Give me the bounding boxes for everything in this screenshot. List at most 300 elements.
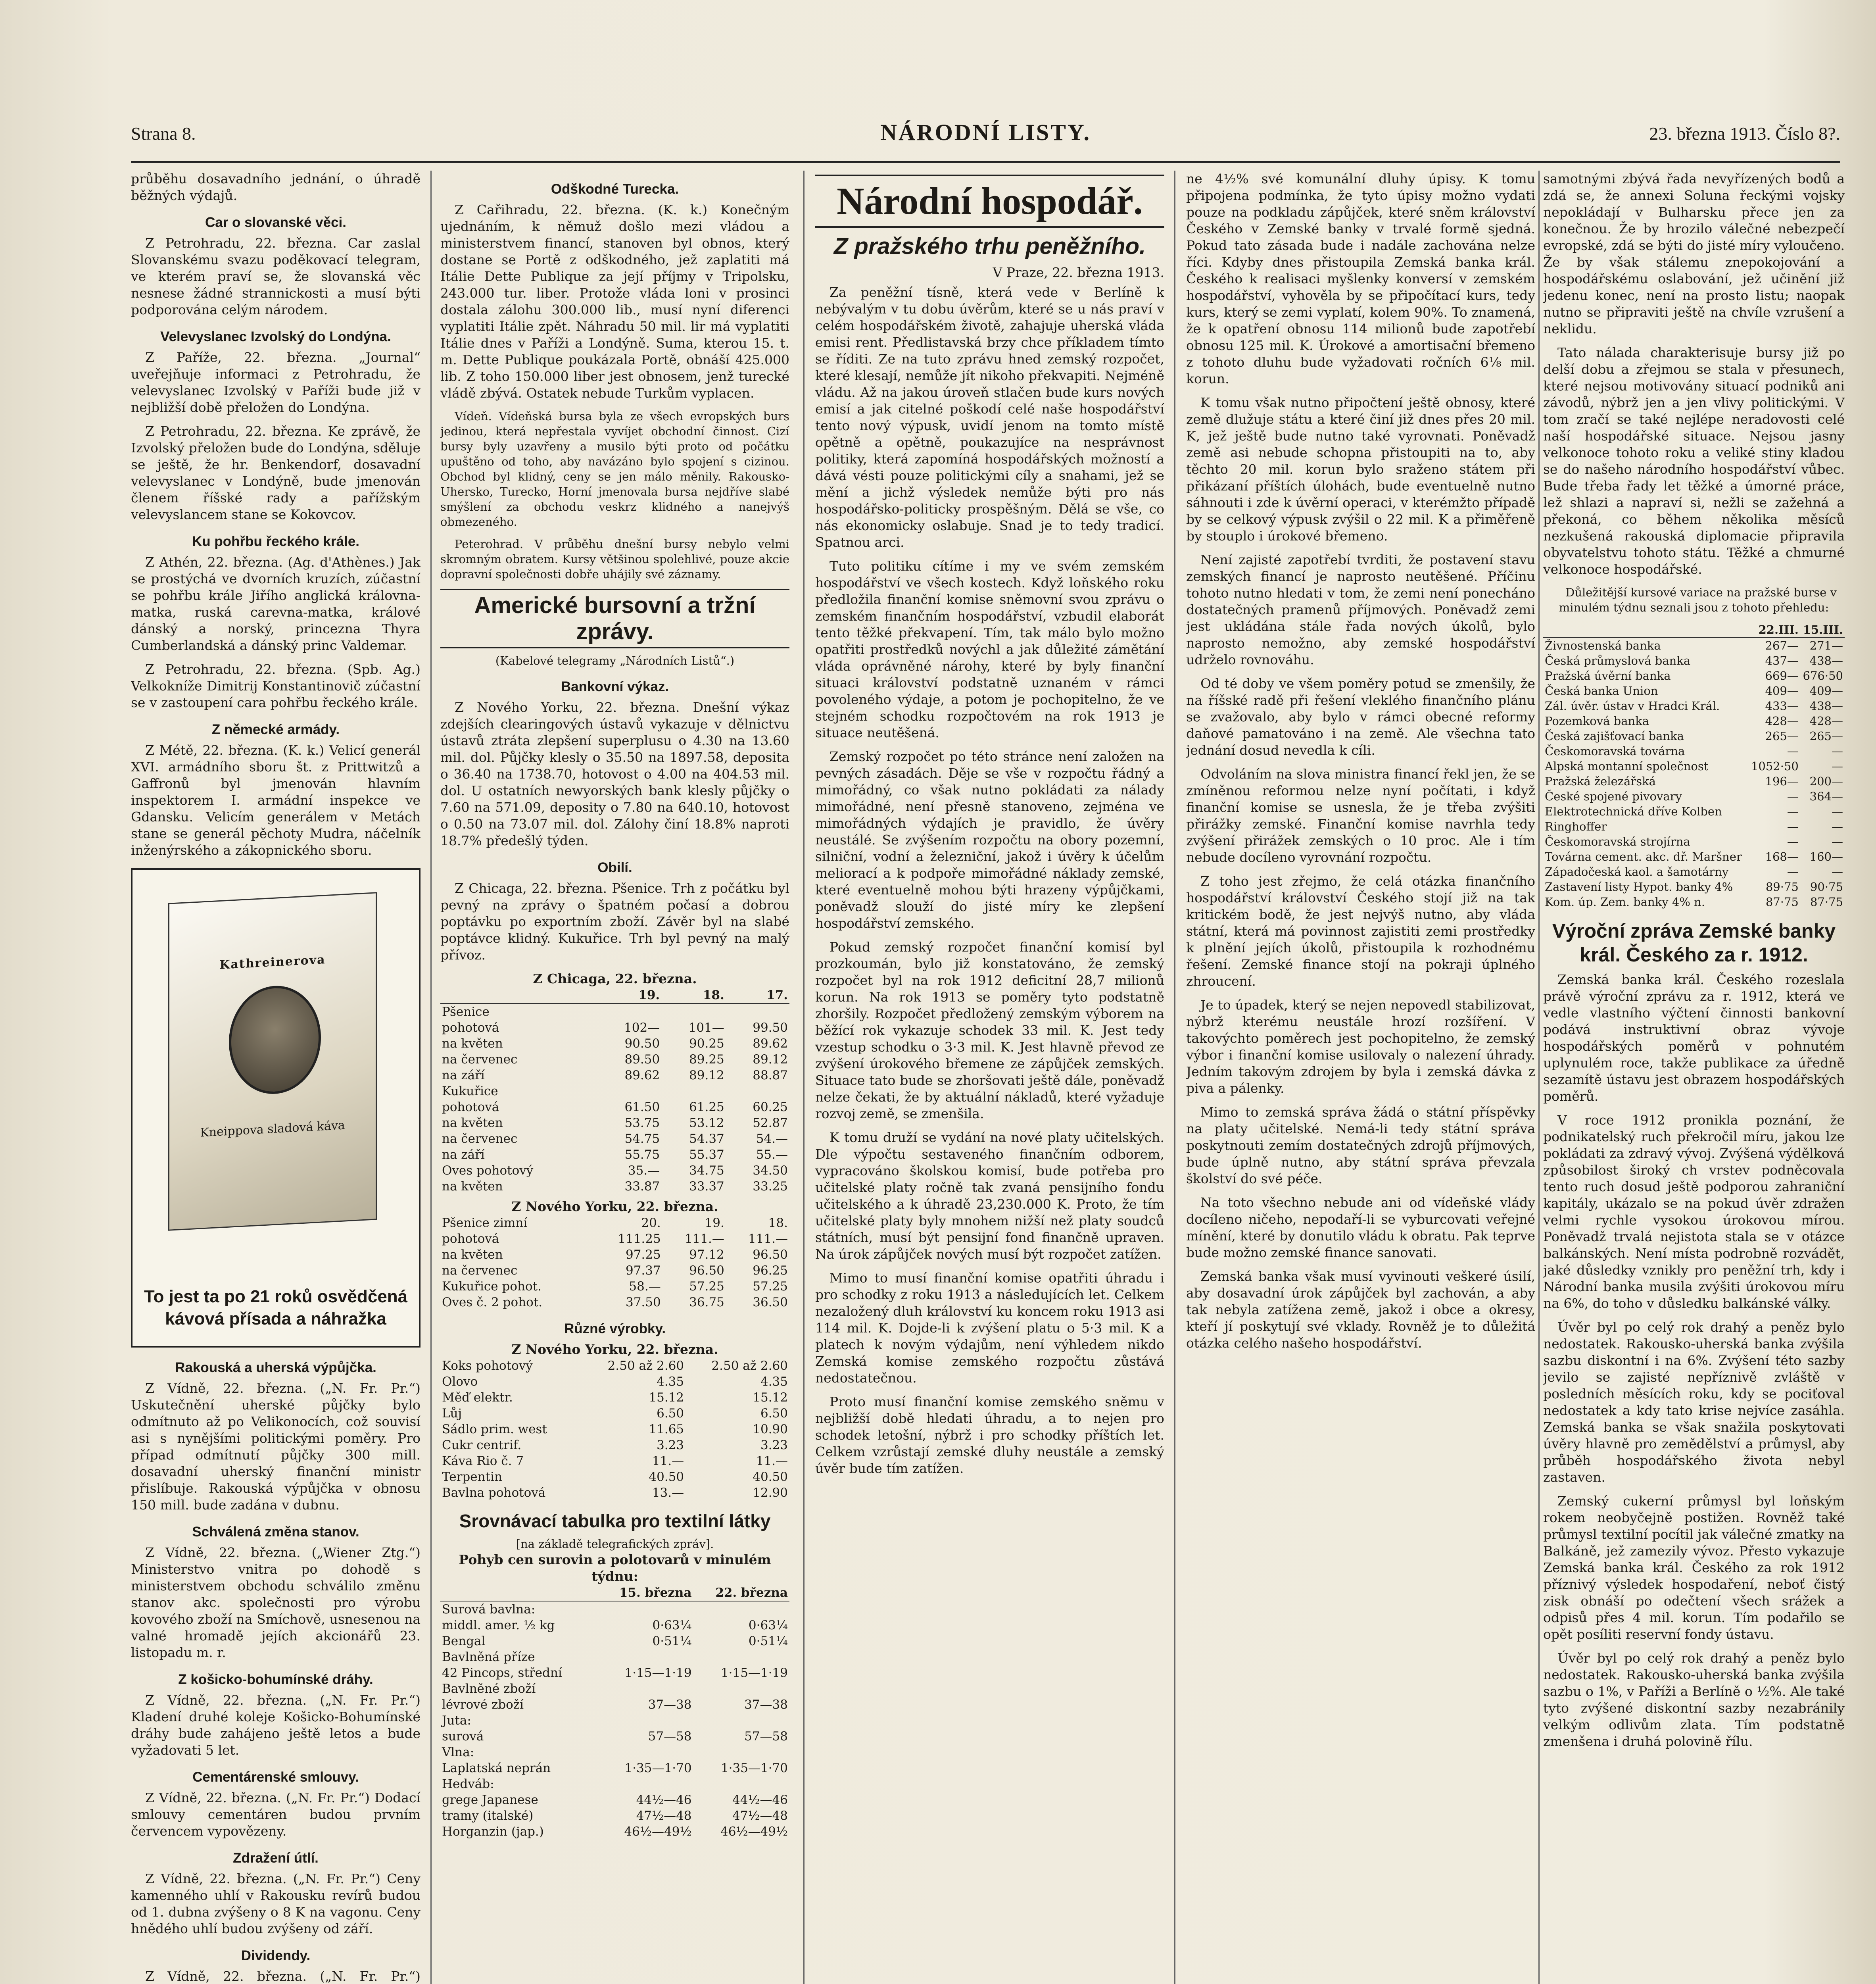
table-cell: pohotová bbox=[442, 1100, 499, 1114]
table-row bbox=[440, 1374, 789, 1390]
table-row bbox=[1543, 819, 1845, 834]
table-header-cell: 15.III. bbox=[1800, 622, 1845, 638]
table-row bbox=[440, 1163, 789, 1178]
table-row bbox=[440, 1697, 789, 1713]
article-heading: Velevyslanec Izvolský do Londýna. bbox=[160, 329, 391, 344]
table-cell: Kukuřice pohot. bbox=[442, 1279, 541, 1294]
table-row bbox=[440, 1681, 789, 1697]
article-heading: Obilí. bbox=[597, 860, 632, 875]
table-row bbox=[440, 1178, 789, 1194]
table-cell: 196— bbox=[1765, 775, 1799, 788]
table-cell: 55.— bbox=[756, 1148, 788, 1162]
table-cell: pohotová bbox=[442, 1021, 499, 1035]
table-cell: 437— bbox=[1765, 654, 1799, 667]
table-cell: Juta: bbox=[442, 1713, 471, 1728]
column-4 bbox=[1186, 171, 1535, 1984]
table-cell bbox=[726, 1004, 789, 1020]
table-cell: — bbox=[1787, 805, 1799, 818]
table-cell: 89.62 bbox=[624, 1068, 660, 1082]
dateline: V Praze, 22. března 1913. bbox=[993, 265, 1164, 280]
article-heading: Bankovní výkaz. bbox=[561, 679, 669, 694]
table-cell bbox=[597, 1713, 693, 1728]
table-row bbox=[1543, 683, 1845, 698]
paragraph: Mimo to zemská správa žádá o státní příspěvky na platy učitelské. Nemá-li tedy státní správa poskytnouti zemím dostatečných zdrojů příjmových, bude úplně nutno, aby státní správa převzala školství do své péče. bbox=[1186, 1104, 1535, 1186]
table-cell: 54.— bbox=[756, 1132, 788, 1146]
table-row bbox=[1543, 834, 1845, 849]
paragraph: Z Chicaga, 22. března. Pšenice. Trh z počátku byl pevný na zprávy o špatném počasí a dobrou poptávku po exportním zboží. Závěr byl na slabé poptávce klidný. Kukuřice. Trh byl pevný na malý přívoz. bbox=[440, 880, 789, 963]
table-cell: — bbox=[1787, 820, 1799, 833]
article-heading: Odškodné Turecka. bbox=[551, 181, 679, 197]
header-rule bbox=[131, 161, 1840, 163]
table-cell: 1·15—1·19 bbox=[624, 1666, 692, 1680]
table-row bbox=[440, 1649, 789, 1665]
table-cell: Pšenice bbox=[442, 1005, 490, 1019]
table-header-cell: 19. bbox=[597, 987, 662, 1004]
table-cell: 89.12 bbox=[753, 1052, 788, 1067]
table-cell: tramy (italské) bbox=[442, 1809, 534, 1823]
table-cell bbox=[693, 1681, 789, 1697]
table-cell: Olovo bbox=[442, 1375, 478, 1389]
paragraph: Z Vídně, 22. března. („N. Fr. Pr.“) bbox=[145, 1969, 421, 1984]
table-row bbox=[440, 1263, 789, 1278]
table-cell: Bavlna pohotová bbox=[442, 1486, 546, 1500]
table-cell: 36.50 bbox=[753, 1295, 788, 1309]
section-heading: Srovnávací tabulka pro textilní látky bbox=[459, 1511, 771, 1531]
table-cell: 33.25 bbox=[753, 1179, 788, 1194]
table-row bbox=[1543, 879, 1845, 894]
paragraph: Z Vídně, 22. března. („N. Fr. Pr.“) Ceny kamenného uhlí v Rakousku revírů budou od 1. dubna zvýšeny o 8 K na vagonu. Ceny hnědého uhlí budou zvýšeny od září. bbox=[131, 1871, 421, 1936]
table-cell: 47½—48 bbox=[732, 1809, 788, 1823]
table-cell: 96.50 bbox=[689, 1263, 724, 1278]
paragraph: Tuto politiku cítíme i my ve svém zemském hospodářství ve všech kostech. Když loňského roku předložila finanční komise sněmovní svou zprávu o zemském finančním hospodářství, vzbudil elaborát tento těžké překvapení. Tím, tak málo bylo možno opatřiti prostředků novýchl a jak důležité zámětání vláda oprávněné nárohy, které by byly finanční situaci království podstatně uznaném v rámci povoleného výdaje, a potom je pochopitelno, že ve stejném schodku rozpočtovém na rok 1913 je situace neutěšená. bbox=[815, 558, 1164, 740]
paragraph: Odvoláním na slova ministra financí řekl jen, že se zmíněnou reformou nelze nyní počítati, i když finanční komise se usnesla, že je třeba zvýšiti přirážky zemské. Finanční komise navrhla tedy zvýšení přirážek zemských o 10 proc. Ale i tím nebude docíleno vyrovnání rozpočtu. bbox=[1186, 766, 1535, 865]
table-cell: 271— bbox=[1809, 639, 1843, 652]
paragraph: Z toho jest zřejmo, že celá otázka finančního hospodářství království Českého stojí již na tak kritickém bodě, že jest nejvýš nutno, aby vláda státní, která má povinnost zajistiti zemi prostředky k plnění jejích úkolů, přistoupila k rozhodnému řešení. Zemské finance stojí na pokraji úplného zhroucení. bbox=[1186, 873, 1535, 989]
paragraph: Není zajisté zapotřebí tvrditi, že postavení stavu zemských financí je naprosto neutěšené. Příčinu tohoto nutno hledati v tom, že zemi není ponecháno dostatečných pramenů příjmových. Poněvadž zemi jest ukládána stále řada nových úkolů, bylo naprosto nemožno, aby zemské hospodářství udrželo rovnováhu. bbox=[1186, 552, 1535, 667]
paragraph: Za peněžní tísně, která vede v Berlíně k nebývalým v tu dobu úvěrům, které se u nás praví v celém hospodářském životě, zahajuje uherská vláda emisi rent. Předlistavská brzy chce příkladem tímto se říditi. Ze na tuto zprávu hned zemský rozpočet, které klesají, nemůže jít nikoho překvapiti. Nejméně vládu. Až na jakou úroveň stlačen bude kurs nových emisí a jak citelné poškodí celé naše hospodářství tento nový výpusk, uvidí jenom na tomto místě opětně a opětně, poukazujíce na nesprávnost politiky, která zapomíná hospodářských možností a dává vésti pouze politickými cíly a snahami, jež se mění a jichž výsledek nemůže býti pro nás hospodářsko-politicky prospěšným. Dělá se vše, co nás ekonomicky oslabuje. Snad je to tedy tradicí. Spatnou arci. bbox=[815, 285, 1164, 550]
table-cell: 111.— bbox=[748, 1232, 788, 1246]
table-row bbox=[440, 1713, 789, 1728]
table-row bbox=[1543, 849, 1845, 864]
paragraph: K tomu však nutno připočtení ještě obnosy, které země dlužuje státu a které činí již dnes přes 20 mil. K, jež ještě bude nutno také vyrovnati. Poněvadž země asi nebude schopna přistoupiti na to, aby těchto 20 mil. korun bylo sraženo státem při přikázaní příštích úlohách, bude eventuelně nutno sáhnouti i zde k úvěrní operaci, v kterémžto případě by se celkový výpusk zvýšil o 22 mil. K a přiměřeně by stouplo i úrokové břemeno. bbox=[1186, 395, 1535, 544]
table-row bbox=[1543, 744, 1845, 759]
table-cell: Oves č. 2 pohot. bbox=[442, 1295, 543, 1309]
paragraph: Od té doby ve všem poměry potud se zmenšily, že na říšské radě při řešení vleklého finančního plánu se zvažovalo, aby bylo v rámci obecné reformy daňové pamatováno i na země. Ale všechna tato jednání dosud nevedla k cíli. bbox=[1186, 676, 1535, 758]
table-cell: 97.25 bbox=[625, 1248, 661, 1262]
table-row bbox=[1543, 729, 1845, 744]
column-divider bbox=[1538, 171, 1540, 1984]
table-cell: grege Japanese bbox=[442, 1793, 538, 1807]
table-cell: — bbox=[1832, 865, 1843, 879]
table-cell: 676·50 bbox=[1803, 669, 1843, 682]
table-cell: 37—38 bbox=[744, 1698, 788, 1712]
table-cell: 44½—46 bbox=[636, 1793, 692, 1807]
table-cell bbox=[693, 1776, 789, 1792]
table-cell: 18. bbox=[768, 1216, 788, 1230]
table-cell: 61.50 bbox=[624, 1100, 660, 1114]
table-cell: Kom. úp. Zem. banky 4% n. bbox=[1545, 895, 1705, 909]
table-cell: 6.50 bbox=[657, 1406, 684, 1421]
table-cell bbox=[693, 1713, 789, 1728]
table-row bbox=[440, 1824, 789, 1840]
table-header-cell bbox=[440, 987, 597, 1004]
table-row bbox=[1543, 668, 1845, 683]
table-cell: Laplatská neprán bbox=[442, 1761, 551, 1775]
article-heading: Car o slovanské věci. bbox=[205, 215, 347, 230]
table-cell bbox=[597, 1601, 693, 1617]
table-cell: Bavlněné zboží bbox=[442, 1682, 536, 1696]
table-cell bbox=[693, 1744, 789, 1760]
table-cell: Koks pohotový bbox=[442, 1359, 533, 1373]
article-heading: Z německé armády. bbox=[211, 722, 340, 737]
table-row bbox=[440, 1633, 789, 1649]
table-cell bbox=[597, 1744, 693, 1760]
table-cell: Elektrotechnická dříve Kolben bbox=[1545, 805, 1722, 818]
table-cell: 57.25 bbox=[753, 1279, 788, 1294]
table-cell: 3.23 bbox=[657, 1438, 684, 1452]
table-cell bbox=[661, 1083, 726, 1099]
table-cell: 89.50 bbox=[624, 1052, 660, 1067]
table-cell: 3.23 bbox=[760, 1438, 788, 1452]
paragraph: průběhu dosavadního jednání, o úhradě běžných výdajů. bbox=[131, 171, 421, 203]
table-row bbox=[440, 1247, 789, 1263]
table-cell: na září bbox=[442, 1148, 485, 1162]
chicago-grain-table bbox=[440, 987, 789, 1194]
table-cell: 33.87 bbox=[624, 1179, 660, 1194]
paragraph: samotnými zbývá řada nevyřízených bodů a zdá se, že annexi Soluna řeckými vojsky nepokládají v Bulharsku přece jen za konečnou. Že by hrozilo válečné nebezpečí evropské, zdá se býti do jisté míry vyloučeno. Že by však stálemu znepokojování a hospodářskému oslabování, jež učinění již jedenu konec, není na prosto listu; naopak nutno se připraviti ještě na chvíle vzrušení a neklidu. bbox=[1543, 171, 1845, 336]
table-cell: 89.25 bbox=[689, 1052, 724, 1067]
paragraph: Zemská banka král. Českého rozeslala právě výroční zprávu za r. 1912, která ve vedle vlastního výčtení činnosti bankovní podává instruktivní obraz vývoje hospodářských poměrů v pohnutém uplynulém roce, takže publikace za úředně sezamítě ústavu jest obrazem hospodářských poměrů. bbox=[1543, 972, 1845, 1104]
table-cell bbox=[597, 1649, 693, 1665]
table-row bbox=[440, 1617, 789, 1633]
table-cell: 61.25 bbox=[689, 1100, 724, 1114]
table-cell: 11.— bbox=[756, 1454, 788, 1468]
table-cell: — bbox=[1832, 805, 1843, 818]
table-cell: Káva Rio č. 7 bbox=[442, 1454, 524, 1468]
table-row bbox=[440, 1294, 789, 1310]
table-cell: 102— bbox=[624, 1021, 660, 1035]
article-heading: Různé výrobky. bbox=[564, 1321, 666, 1336]
table-cell: Sádlo prim. west bbox=[442, 1422, 547, 1436]
table-cell: Továrna cement. akc. dř. Maršner bbox=[1545, 850, 1742, 863]
table-row bbox=[440, 1437, 789, 1453]
table-cell: 87·75 bbox=[1810, 895, 1843, 909]
package-label: Kneippova sladová káva bbox=[200, 1118, 345, 1140]
table-cell: 35.— bbox=[628, 1163, 660, 1178]
table-header-cell: 15. března bbox=[597, 1585, 693, 1601]
table-row bbox=[440, 1405, 789, 1421]
coffee-package-illustration bbox=[168, 892, 377, 1231]
paragraph: Zemský cukerní průmysl byl loňským rokem neobyčejně postižen. Rovněž také průmysl textilní pocítil jak válečné zmatky na Balkáně, jež zamezily vývoz. Přesto vykazuje Zemská banka král. Českého za rok 1912 příznivý výsledek hospodaření, neboť čistý zisk obnáší po odečtení všech srážek a odpisů přes 4 mil. korun. Tím podařilo se opět posíliti reservní fondy ústavu. bbox=[1543, 1493, 1845, 1642]
table-cell: Živnostenská banka bbox=[1545, 639, 1661, 652]
table-row bbox=[1543, 804, 1845, 819]
table-cell: 37.50 bbox=[625, 1295, 661, 1309]
table-row bbox=[440, 1231, 789, 1247]
table-cell: 4.35 bbox=[657, 1375, 684, 1389]
paragraph: Pokud zemský rozpočet finanční komisí byl prozkoumán, bylo již konstatováno, že zemský rozpočet byl na rok 1912 deficitní 28,7 milionů korun. Na rok 1913 se poměry tyto podstatně zhoršily. Rozpočet předložený zemským výborem na běžící rok vykazuje schodek 33 mil. K. Jest tedy vzestup schodku o 3·3 mil. K. Jest hlavně převod ze zvýšení úrokového břemene ze zápůjček zemských. Situace tato bude se zhoršovati ještě dále, poněvadž nelze čekati, že by aktuální nákladů, které vyžaduje rozvoj země, se zmenšila. bbox=[815, 939, 1164, 1121]
table-cell: 15.12 bbox=[649, 1390, 684, 1405]
table-cell: 409— bbox=[1809, 684, 1843, 698]
paragraph: Je to úpadek, který se nejen nepovedl stabilizovat, nýbrž kterému neustále hrozí rozšíření. V takovýchto poměrech jest pochopitelno, že zemský výbor i finanční komise usilovaly o nalezení úhrady. Jedním takovým zdrojem by byla i zemská dávka z piva a pálenky. bbox=[1186, 997, 1535, 1096]
table-cell: — bbox=[1787, 744, 1799, 758]
table-cell: 97.37 bbox=[625, 1263, 661, 1278]
column-3 bbox=[815, 171, 1164, 1984]
table-row bbox=[1543, 698, 1845, 713]
column-divider bbox=[803, 171, 805, 1984]
table-cell: 36.75 bbox=[689, 1295, 724, 1309]
table-header-cell bbox=[440, 1585, 597, 1601]
table-cell: 57—58 bbox=[744, 1729, 788, 1744]
paragraph: Z Cařihradu, 22. března. (K. k.) Konečným ujednáním, k němuž došlo mezi vládou a ministerstvem financí, stanoven byl obnos, který dostane se Portě z odškodného, jež zaplatiti má Itálie Dette Publique za její příjmy v Tripolsku, 243.000 tur. liber. Protože vláda loni v prosinci dostala zálohu 300.000 lib., musí nyní diferenci vyplatiti Itálie zpět. Náhradu 50 mil. lir má vyplatiti Itálie dnes v Paříži a Londýně. Suma, kterou 15. t. m. Dette Publique poukázala Portě, obnáší 425.000 lib. Z toho 150.000 liber jest obnosem, jenž turecké vládě zbývá. Ostatek nebude Turkům vyplacen. bbox=[440, 202, 789, 401]
paragraph: Z Nového Yorku, 22. března. Dnešní výkaz zdejších clearingových ústavů vykazuje v dělnictvu ústavů ztráta zlepšení superplusu o 4.30 na 13.60 mil. dol. Půjčky klesly o 35.50 na 1897.58, deposita o 36.40 na 1738.70, hotovost o 4.00 na 404.53 mil. dol. U ostatních newyorských bank klesly půjčky o 7.60 na 571.09, deposity o 7.80 na 640.10, hotovost o 0.50 na 73.07 mil. dol. Zálohy činí 18.8% naproti 18.7% předešlý týden. bbox=[440, 700, 789, 848]
table-row bbox=[440, 1215, 789, 1231]
paragraph: Vídeň. Vídeňská bursa byla ze všech evropských burs jedinou, která nepřestala vyvíjet obchodní činnost. Cizí bursy byly uzavřeny a musilo býti proto od počátku upuštěno od toho, aby navázáno bylo spojení s cizinou. Obchod byl klidný, ceny se jen málo měnily. Rakousko-Uhersko, Turecko, Horní jmenovala bursa nejdříve slabé smýšlení za obchodu veskrz klidného a nanejvýš obmezeného. bbox=[440, 409, 789, 529]
table-cell bbox=[597, 1083, 662, 1099]
package-brand: Kathreinerova bbox=[219, 953, 326, 972]
paragraph: Na toto všechno nebude ani od vídeňské vlády docíleno ničeho, nepodaří-li se vyburcovati veřejné mínění, které by donutilo vládu k obratu. Pak teprve bude možno zemské finance sanovati. bbox=[1186, 1195, 1535, 1260]
table-cell: Ringhoffer bbox=[1545, 820, 1607, 833]
table-cell: surová bbox=[442, 1729, 484, 1744]
table-cell: 267— bbox=[1765, 639, 1799, 652]
newyork-grain-table bbox=[440, 1215, 789, 1310]
table-cell: 89·75 bbox=[1765, 880, 1799, 894]
coffee-advertisement bbox=[131, 868, 421, 1348]
article-title: Z pražského trhu peněžního. bbox=[833, 233, 1146, 259]
table-cell: 96.50 bbox=[753, 1248, 788, 1262]
table-cell: 11.— bbox=[652, 1454, 684, 1468]
table-row bbox=[1543, 759, 1845, 774]
table-cell: 364— bbox=[1809, 790, 1843, 803]
table-cell: Česká průmyslová banka bbox=[1545, 654, 1691, 667]
table-cell: 57—58 bbox=[648, 1729, 692, 1744]
table-cell: 40.50 bbox=[753, 1470, 788, 1484]
table-header-row bbox=[440, 1585, 789, 1601]
article-title: Výroční zpráva Zemské banky král. Českého za r. 1912. bbox=[1552, 920, 1836, 966]
textile-table bbox=[440, 1585, 789, 1840]
column-2 bbox=[440, 171, 789, 1984]
table-cell: 0·63¼ bbox=[652, 1618, 692, 1632]
table-cell: 19. bbox=[705, 1216, 724, 1230]
table-cell: 438— bbox=[1809, 654, 1843, 667]
paragraph: Úvěr byl po celý rok drahý a peněz bylo nedostatek. Rakousko-uherská banka zvýšila sazbu o 1%, v Paříži a Berlíně o ½%. Ale také tyto zvýšené diskontní sazby nezabránily velkým odlivům zlata. Tím podstatně zmenšena i druhá polovině řílu. bbox=[1543, 1650, 1845, 1749]
paragraph: Zemská banka však musí vyvinouti veškeré úsilí, aby dosavadní úrok zápůjček byl zachován, a aby tak nebyla zatížena země, jakož i obce a okresy, kteří jí poskytují své vklady. Rovněž je to důležitá otázka celého našeho hospodářství. bbox=[1186, 1269, 1535, 1351]
masthead-title: NÁRODNÍ LISTY. bbox=[880, 119, 1091, 145]
section-heading: Americké bursovní a tržní zprávy. bbox=[440, 589, 789, 648]
article-heading: Dividendy. bbox=[241, 1948, 311, 1963]
table-cell: Surová bavlna: bbox=[442, 1602, 536, 1617]
table-cell: 1·35—1·70 bbox=[720, 1761, 788, 1775]
table-cell: na září bbox=[442, 1068, 485, 1082]
table-cell: 47½—48 bbox=[636, 1809, 692, 1823]
table-row bbox=[1543, 713, 1845, 729]
table-cell: 265— bbox=[1765, 729, 1799, 743]
table-cell: — bbox=[1832, 759, 1843, 773]
paragraph: Mimo to musí finanční komise opatřiti úhradu i pro schodky z roku 1913 a následujících let. Celkem nezaložený dluh království ku koncem roku 1913 asi 114 mil. K. Dojde-li k zvýšení platu o 5·3 mil. K a platech k novým výdajům, není výhledem nikdo Zemská komise zemského rozpočtu zůstává nedostatečnou. bbox=[815, 1270, 1164, 1386]
table-row bbox=[440, 1278, 789, 1294]
paragraph: Z Vídně, 22. března. („N. Fr. Pr.“) Uskutečnění uherské půjčky bylo odmítnuto až po Velikonocích, což souvisí asi s nynějšími politickými poměry. Pro případ odmítnutí půjčky 300 mill. dosavadní uherský finanční ministr přislíbuje. Rakouská výpůjčka v obnosu 150 mill. bude zadána v dubnu. bbox=[131, 1380, 421, 1513]
table-title: Pohyb cen surovin a polotovarů v minulém týdnu: bbox=[459, 1552, 771, 1584]
column-divider bbox=[1174, 171, 1175, 1984]
paragraph: Z Petrohradu, 22. března. Ke zprávě, že Izvolský přeložen bude do Londýna, sděluje se ještě, že hr. Benkendorf, dosavadní velevyslanec v Londýně, bude jmenován členem říšské rady a pařížským velevyslancem stane se Kokovcov. bbox=[131, 423, 421, 522]
table-cell: 111.— bbox=[684, 1232, 724, 1246]
table-row bbox=[1543, 638, 1845, 653]
table-row bbox=[1543, 789, 1845, 804]
table-cell: 42 Pincops, střední bbox=[442, 1666, 562, 1680]
table-cell: na květen bbox=[442, 1116, 503, 1130]
table-header-row bbox=[440, 987, 789, 1004]
table-row bbox=[440, 1083, 789, 1099]
paragraph: Z Vídně, 22. března. („N. Fr. Pr.“) Kladení druhé koleje Košicko-Bohumínské dráhy bude zahájeno ještě letos a bude vyžadovati 5 let. bbox=[131, 1692, 421, 1758]
table-row bbox=[440, 1115, 789, 1131]
table-cell: na květen bbox=[442, 1248, 503, 1262]
table-cell: 15.12 bbox=[753, 1390, 788, 1405]
table-cell: Terpentin bbox=[442, 1470, 502, 1484]
table-row bbox=[440, 1004, 789, 1020]
table-cell: 0·63¼ bbox=[748, 1618, 788, 1632]
table-row bbox=[440, 1728, 789, 1744]
table-cell: 4.35 bbox=[760, 1375, 788, 1389]
table-cell: 6.50 bbox=[760, 1406, 788, 1421]
table-cell: 1·35—1·70 bbox=[624, 1761, 692, 1775]
table-cell: 1·15—1·19 bbox=[720, 1666, 788, 1680]
table-header-cell bbox=[1543, 622, 1748, 638]
table-cell: 12.90 bbox=[753, 1486, 788, 1500]
table-cell: 438— bbox=[1809, 699, 1843, 713]
table-cell: 87·75 bbox=[1765, 895, 1799, 909]
table-cell: na červenec bbox=[442, 1263, 518, 1278]
table-row bbox=[1543, 894, 1845, 909]
table-cell: lévrové zboží bbox=[442, 1698, 524, 1712]
table-cell: Česká banka Union bbox=[1545, 684, 1658, 698]
table-header-cell: 22. března bbox=[693, 1585, 789, 1601]
table-cell: 33.37 bbox=[689, 1179, 724, 1194]
table-title: Z Nového Yorku, 22. března. bbox=[511, 1342, 718, 1357]
paragraph: Z Petrohradu, 22. března. (Spb. Ag.) Velkokníže Dimitrij Konstantinovič zúčastní se v zastoupení cara pohřbu řeckého krále. bbox=[131, 661, 421, 710]
column-divider bbox=[430, 171, 432, 1984]
section-subtitle: (Kabelové telegramy „Národních Listů“.) bbox=[495, 654, 735, 667]
table-row bbox=[440, 1469, 789, 1485]
table-cell: 44½—46 bbox=[732, 1793, 788, 1807]
table-cell: Českomoravská strojírna bbox=[1545, 835, 1690, 848]
table-cell: Západočeská kaol. a šamotárny bbox=[1545, 865, 1729, 879]
table-cell: 57.25 bbox=[689, 1279, 724, 1294]
table-cell: 160— bbox=[1809, 850, 1843, 863]
table-cell: — bbox=[1832, 835, 1843, 848]
table-cell: 60.25 bbox=[753, 1100, 788, 1114]
section-masthead: Národní hospodář. bbox=[815, 175, 1164, 228]
table-cell: Měď elektr. bbox=[442, 1390, 513, 1405]
article-heading: Ku pohřbu řeckého krále. bbox=[192, 534, 360, 549]
table-cell: — bbox=[1832, 744, 1843, 758]
table-cell: 101— bbox=[688, 1021, 724, 1035]
table-cell: Pražská železářská bbox=[1545, 775, 1656, 788]
products-table bbox=[440, 1358, 789, 1501]
table-cell bbox=[693, 1601, 789, 1617]
table-cell: Bengal bbox=[442, 1634, 486, 1648]
table-cell: Cukr centrif. bbox=[442, 1438, 522, 1452]
table-cell: 428— bbox=[1809, 714, 1843, 728]
column-1 bbox=[131, 171, 421, 1984]
table-row bbox=[440, 1601, 789, 1617]
table-cell: 54.75 bbox=[624, 1132, 660, 1146]
table-cell: na červenec bbox=[442, 1132, 518, 1146]
table-cell bbox=[597, 1004, 662, 1020]
table-row bbox=[440, 1020, 789, 1036]
table-row bbox=[440, 1453, 789, 1469]
table-cell: Pozemková banka bbox=[1545, 714, 1649, 728]
table-cell: Horganzin (jap.) bbox=[442, 1824, 544, 1839]
table-cell: Pražská úvěrní banka bbox=[1545, 669, 1671, 682]
table-cell: 0·51¼ bbox=[652, 1634, 692, 1648]
table-row bbox=[1543, 864, 1845, 879]
table-cell: Vlna: bbox=[442, 1745, 474, 1759]
portrait-medallion bbox=[229, 984, 321, 1096]
issue-date: 23. března 1913. Číslo 8?. bbox=[1649, 123, 1840, 144]
paragraph: Z Vídně, 22. března. („Wiener Ztg.“) Ministerstvo vnitra po dohodě s ministerstvem obchodu schválilo změnu stanov akc. společnosti pro výrobu kovového zboží na Smíchově, usnesenou na valné hromadě jejích akcionářů 23. listopadu m. r. bbox=[131, 1545, 421, 1660]
table-row bbox=[440, 1421, 789, 1437]
paragraph: Z Vídně, 22. března. („N. Fr. Pr.“) Dodací smlouvy cementáren budou prvním červencem vypovězeny. bbox=[131, 1790, 421, 1839]
section-subtitle: [na základě telegrafických zpráv]. bbox=[516, 1537, 714, 1551]
paragraph: Úvěr byl po celý rok drahý a peněz bylo nedostatek. Rakousko-uherská banka zvýšila sazbu diskontní i na 6%. Zvýšení této sazby jevilo se zajisté nepříznivě zvláště v posledních měsících roku, kdy se pociťoval nedostatek a kdy tato krise nejvíce zasáhla. Zemská banka se však snažila poskytovati úvěry hlavně pro zemědělství a průmysl, aby průběh hospodářského života nebyl zastaven. bbox=[1543, 1319, 1845, 1485]
table-cell bbox=[693, 1649, 789, 1665]
table-row bbox=[440, 1067, 789, 1083]
table-cell: 90·75 bbox=[1810, 880, 1843, 894]
paragraph: Tato nálada charakterisuje bursy již po delší dobu a zřejmou se stala v přesunech, které nejsou motivovány situací podniků ani závodů, nýbrž jen a jen vlivy politickými. V tom zračí se také nejlépe neradovosti celé naší hospodářské situace. Nejsou jasny velkonoce tohoto roku a veliké stiny kladou se do našeho národního hospodářství vůbec. Bude třeba řady let těžké a úmorné práce, lež shlazi a napraví si, nežli se zažehná a překoná, co během několika měsíců nezkušená rakouská diplomacie připravila obyvatelstvu tohoto státu. Těžké a chmurné velkonoce hospodářské. bbox=[1543, 345, 1845, 577]
paragraph: ne 4½% své komunální dluhy úpisy. K tomu připojena podmínka, že tyto úpisy možno vydati pouze na podkladu zápůjček, které sněm království Českého v Zemské banky v trvalé formě sjedná. Pokud tato zásada bude i nadále zachována nelze říci. Kdyby dnes přistoupila Zemská banka král. Českého k realisaci myšlenky konversí v zemském hospodářství, vyhověla by se připočítací kurs, tedy kurs, který se zemi vyplatí, kolem 90%. To znamená, že k opatření obnosu 114 milionů bude zapotřebí obnosu 125 mil. K. Úrokové a amortisační břemeno z tohoto dluhu bude vyžadovati ročních 6⅛ mil. korun. bbox=[1186, 171, 1535, 386]
column-5 bbox=[1543, 171, 1845, 1984]
paragraph: Peterohrad. V průběhu dnešní bursy nebylo velmi skromným obratem. Kursy většinou spolehlivé, pouze akcie dopravní společnosti dobře uhájily své záznamy. bbox=[440, 537, 789, 581]
table-cell: 111.25 bbox=[618, 1232, 661, 1246]
prague-exchange-table bbox=[1543, 622, 1845, 909]
table-cell: 265— bbox=[1809, 729, 1843, 743]
table-title: Z Chicaga, 22. března. bbox=[533, 971, 697, 986]
table-cell: 34.75 bbox=[689, 1163, 724, 1178]
table-cell bbox=[661, 1004, 726, 1020]
page-header bbox=[131, 119, 1840, 159]
table-cell: 40.50 bbox=[649, 1470, 684, 1484]
table-cell: pohotová bbox=[442, 1232, 499, 1246]
table-cell: 55.75 bbox=[624, 1148, 660, 1162]
table-cell: Alpská montanní společnost bbox=[1545, 759, 1709, 773]
table-cell: 1052·50 bbox=[1751, 759, 1799, 773]
table-row bbox=[440, 1744, 789, 1760]
page-number: Strana 8. bbox=[131, 123, 196, 144]
article-heading: Zdražení útlí. bbox=[233, 1850, 319, 1866]
table-cell: Pšenice zimní bbox=[442, 1216, 528, 1230]
table-cell: 89.12 bbox=[689, 1068, 724, 1082]
paragraph: Zemský rozpočet po této stránce není založen na pevných zásadách. Děje se vše v rozpočtu řádný a mimořádný, co však nutno pokládati za nálady mimořádné, není přesně stanoveno, zejména ve mimořádných výdajích je pravidlo, že úvěry neustálé. Se zvýšením rozpočtu na obory pozemní, silniční, vodní a železniční, jakož i úvěry k účelům meliorací a k podpoře mimořádné náklady zemské, které eventuelně mohou býti hrazeny výpůjčkami, poněvadž slouží do jisté míry ke zlepšení hospodářství zemského. bbox=[815, 749, 1164, 931]
table-cell: 58.— bbox=[629, 1279, 661, 1294]
table-cell: Bavlněná příze bbox=[442, 1650, 535, 1664]
table-cell: 52.87 bbox=[753, 1116, 788, 1130]
table-cell: — bbox=[1787, 790, 1799, 803]
table-cell: 11.65 bbox=[649, 1422, 684, 1436]
paragraph: Proto musí finanční komise zemského sněmu v nejbližší době hledati úhradu, a to nejen pro schodek letošní, nýbrž i pro schodky příštích let. Celkem vzrůstají zemské dluhy neustále a zemský úvěr bude tím zatížen. bbox=[815, 1394, 1164, 1476]
table-cell: 409— bbox=[1765, 684, 1799, 698]
table-cell: 37—38 bbox=[648, 1698, 692, 1712]
table-header-cell: 18. bbox=[661, 987, 726, 1004]
table-cell: Lůj bbox=[442, 1406, 462, 1421]
table-row bbox=[1543, 653, 1845, 668]
table-cell: middl. amer. ½ kg bbox=[442, 1618, 555, 1632]
table-cell bbox=[597, 1681, 693, 1697]
article-heading: Rakouská a uherská výpůjčka. bbox=[175, 1360, 376, 1375]
table-row bbox=[440, 1131, 789, 1147]
paragraph: Z Athén, 22. března. (Ag. d'Athènes.) Jak se prostýchá ve dvorních kruzích, zúčastní se pohřbu krále Jiřího anglická královna-matka, ruská carevna-matka, králové dánský a norský, princezna Thyra Cumberlandská a dánský princ Valdemar. bbox=[131, 554, 421, 653]
table-cell: Oves pohotový bbox=[442, 1163, 534, 1178]
table-row bbox=[440, 1760, 789, 1776]
table-cell: 46½—49½ bbox=[720, 1824, 788, 1839]
